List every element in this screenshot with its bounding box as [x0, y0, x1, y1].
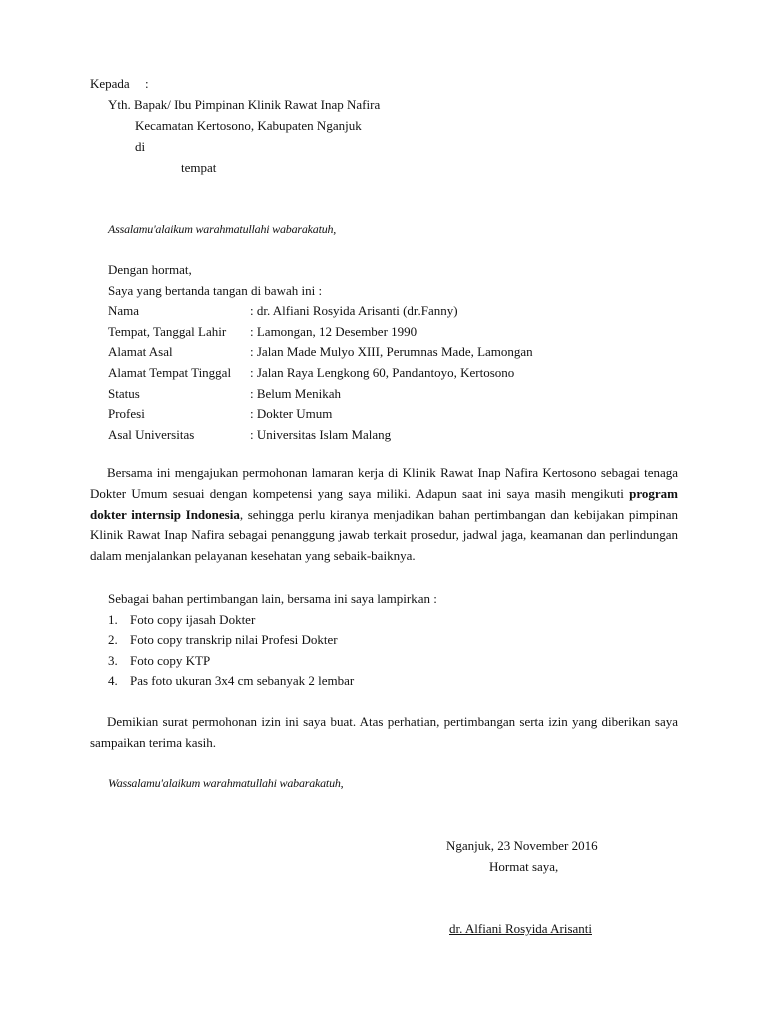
- body-paragraph: [90, 463, 678, 567]
- regards: Hormat saya,: [489, 859, 559, 874]
- list-item-text: Foto copy transkrip nilai Profesi Dokter: [130, 632, 338, 647]
- identity-label: Profesi: [108, 406, 145, 421]
- identity-label: Status: [108, 386, 140, 401]
- list-item-text: Foto copy ijasah Dokter: [130, 612, 256, 627]
- list-item-number: 3.: [108, 653, 118, 668]
- addressee-line-2: Kecamatan Kertosono, Kabupaten Nganjuk: [135, 118, 362, 133]
- signatory-name: dr. Alfiani Rosyida Arisanti: [449, 921, 592, 936]
- list-item-text: Foto copy KTP: [130, 653, 211, 668]
- identity-label: Asal Universitas: [108, 427, 195, 442]
- identity-value: : Jalan Made Mulyo XIII, Perumnas Made, Lamongan: [250, 344, 533, 359]
- identity-value: : Universitas Islam Malang: [250, 427, 392, 442]
- addressee-line-4: tempat: [181, 160, 217, 175]
- list-item-text: Pas foto ukuran 3x4 cm sebanyak 2 lembar: [130, 673, 355, 688]
- addressee-line-3: di: [135, 139, 146, 154]
- addressee-kepada: Kepada: [90, 76, 130, 91]
- list-item-number: 1.: [108, 612, 118, 627]
- body-text-part-1: Bersama ini mengajukan permohonan lamaran kerja di Klinik Rawat Inap Nafira Kertosono sebagai tenaga Dokter Umum sesuai dengan kompetensi yang saya miliki. Adapun saat ini saya masih mengikuti: [90, 465, 678, 501]
- closing-paragraph: Demikian surat permohonan izin ini saya buat. Atas perhatian, pertimbangan serta izin yang diberikan saya sampaikan terima kasih.: [90, 714, 678, 750]
- place-date: Nganjuk, 23 November 2016: [446, 838, 598, 853]
- addressee-line-1: Yth. Bapak/ Ibu Pimpinan Klinik Rawat Inap Nafira: [108, 97, 381, 112]
- list-item-number: 2.: [108, 632, 118, 647]
- identity-label: Alamat Asal: [108, 344, 173, 359]
- body-bold-phrase: program dokter internsip Indonesia: [90, 485, 678, 522]
- list-item-number: 4.: [108, 673, 118, 688]
- identity-label: Alamat Tempat Tinggal: [108, 365, 232, 380]
- salutation: Assalamu'alaikum warahmatullahi wabarakatuh,: [108, 222, 337, 236]
- identity-value: : Belum Menikah: [250, 386, 341, 401]
- identity-label: Tempat, Tanggal Lahir: [108, 324, 227, 339]
- body-text-part-2: , sehingga perlu kiranya menjadikan bahan pertimbangan dan kebijakan pimpinan Klinik Rawat Inap Nafira sebagai penanggung jawab terkait prosedur, jadwal jaga, keamanan dan perlindungan dalam menjalankan pelayanan kesehatan yang sebaik-baiknya.: [90, 506, 678, 564]
- identity-value: : Jalan Raya Lengkong 60, Pandantoyo, Kertosono: [250, 365, 515, 380]
- identity-value: : Dokter Umum: [250, 406, 333, 421]
- identity-value: : Lamongan, 12 Desember 1990: [250, 324, 418, 339]
- closing-salutation: Wassalamu'alaikum warahmatullahi wabarakatuh,: [108, 776, 344, 790]
- addressee-colon: :: [145, 76, 149, 91]
- identity-label: Nama: [108, 303, 140, 318]
- greeting: Dengan hormat,: [108, 262, 192, 277]
- enclosures-intro: Sebagai bahan pertimbangan lain, bersama ini saya lampirkan :: [108, 591, 437, 606]
- identity-value: : dr. Alfiani Rosyida Arisanti (dr.Fanny): [250, 303, 458, 318]
- intro-sentence: Saya yang bertanda tangan di bawah ini :: [108, 283, 323, 298]
